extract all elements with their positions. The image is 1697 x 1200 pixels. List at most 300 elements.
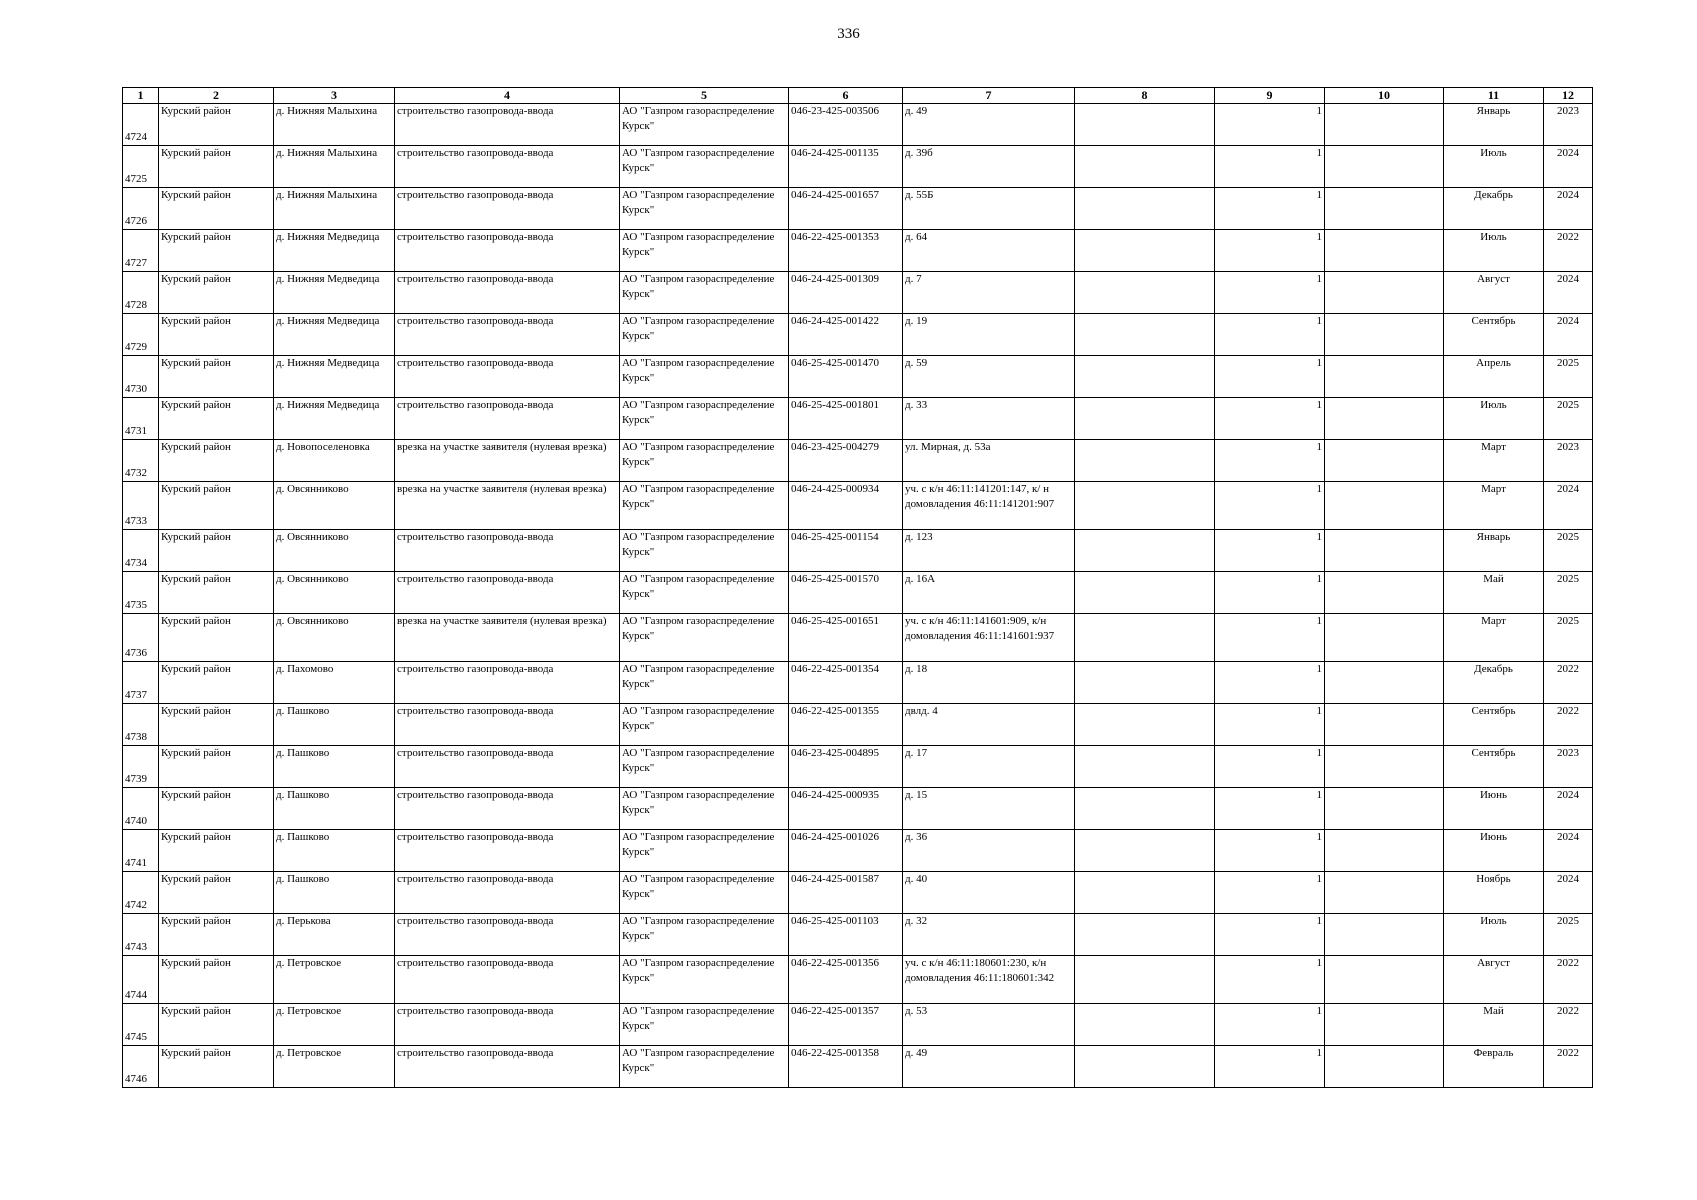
locality-cell: д. Овсянниково bbox=[274, 614, 395, 662]
work-type-cell: строительство газопровода-ввода bbox=[395, 1046, 620, 1088]
locality-cell: д. Овсянниково bbox=[274, 530, 395, 572]
quantity-cell: 1 bbox=[1215, 230, 1325, 272]
column-10-cell bbox=[1325, 314, 1444, 356]
work-type-cell: строительство газопровода-ввода bbox=[395, 314, 620, 356]
table-row bbox=[123, 188, 1593, 230]
column-8-cell bbox=[1075, 188, 1215, 230]
district-cell: Курский район bbox=[159, 146, 274, 188]
row-number: 4738 bbox=[123, 704, 159, 746]
quantity-cell: 1 bbox=[1215, 146, 1325, 188]
year-cell: 2024 bbox=[1544, 788, 1593, 830]
year-cell: 2022 bbox=[1544, 662, 1593, 704]
year-cell: 2023 bbox=[1544, 440, 1593, 482]
work-type-cell: строительство газопровода-ввода bbox=[395, 746, 620, 788]
month-cell: Декабрь bbox=[1444, 662, 1544, 704]
locality-cell: д. Петровское bbox=[274, 956, 395, 1004]
locality-cell: д. Овсянниково bbox=[274, 482, 395, 530]
address-cell: д. 39б bbox=[903, 146, 1075, 188]
column-8-cell bbox=[1075, 614, 1215, 662]
organization-cell: АО "Газпром газораспределение Курск" bbox=[620, 530, 789, 572]
address-cell: д. 19 bbox=[903, 314, 1075, 356]
organization-cell: АО "Газпром газораспределение Курск" bbox=[620, 188, 789, 230]
year-cell: 2025 bbox=[1544, 530, 1593, 572]
quantity-cell: 1 bbox=[1215, 1004, 1325, 1046]
column-8-cell bbox=[1075, 440, 1215, 482]
district-cell: Курский район bbox=[159, 1046, 274, 1088]
work-type-cell: строительство газопровода-ввода bbox=[395, 104, 620, 146]
application-code-cell: 046-24-425-001135 bbox=[789, 146, 903, 188]
quantity-cell: 1 bbox=[1215, 530, 1325, 572]
table-row bbox=[123, 1004, 1593, 1046]
work-type-cell: строительство газопровода-ввода bbox=[395, 530, 620, 572]
column-10-cell bbox=[1325, 572, 1444, 614]
column-8-cell bbox=[1075, 788, 1215, 830]
column-10-cell bbox=[1325, 440, 1444, 482]
month-cell: Июль bbox=[1444, 230, 1544, 272]
organization-cell: АО "Газпром газораспределение Курск" bbox=[620, 440, 789, 482]
column-8-cell bbox=[1075, 746, 1215, 788]
column-10-cell bbox=[1325, 146, 1444, 188]
table-row bbox=[123, 440, 1593, 482]
quantity-cell: 1 bbox=[1215, 104, 1325, 146]
column-8-cell bbox=[1075, 914, 1215, 956]
application-code-cell: 046-24-425-000935 bbox=[789, 788, 903, 830]
column-header: 8 bbox=[1075, 88, 1215, 104]
application-code-cell: 046-25-425-001103 bbox=[789, 914, 903, 956]
work-type-cell: строительство газопровода-ввода bbox=[395, 914, 620, 956]
work-type-cell: строительство газопровода-ввода bbox=[395, 398, 620, 440]
column-10-cell bbox=[1325, 1046, 1444, 1088]
month-cell: Июль bbox=[1444, 914, 1544, 956]
address-cell: уч. с к/н 46:11:180601:230, к/н домовладения 46:11:180601:342 bbox=[903, 956, 1075, 1004]
year-cell: 2024 bbox=[1544, 872, 1593, 914]
locality-cell: д. Пахомово bbox=[274, 662, 395, 704]
work-type-cell: строительство газопровода-ввода bbox=[395, 146, 620, 188]
district-cell: Курский район bbox=[159, 614, 274, 662]
column-10-cell bbox=[1325, 104, 1444, 146]
year-cell: 2022 bbox=[1544, 704, 1593, 746]
year-cell: 2023 bbox=[1544, 746, 1593, 788]
column-8-cell bbox=[1075, 482, 1215, 530]
locality-cell: д. Петровское bbox=[274, 1046, 395, 1088]
row-number: 4735 bbox=[123, 572, 159, 614]
table-row bbox=[123, 230, 1593, 272]
row-number: 4733 bbox=[123, 482, 159, 530]
application-code-cell: 046-24-425-001657 bbox=[789, 188, 903, 230]
column-8-cell bbox=[1075, 662, 1215, 704]
quantity-cell: 1 bbox=[1215, 872, 1325, 914]
column-8-cell bbox=[1075, 146, 1215, 188]
address-cell: уч. с к/н 46:11:141601:909, к/н домовладения 46:11:141601:937 bbox=[903, 614, 1075, 662]
year-cell: 2022 bbox=[1544, 1046, 1593, 1088]
work-type-cell: строительство газопровода-ввода bbox=[395, 272, 620, 314]
quantity-cell: 1 bbox=[1215, 188, 1325, 230]
year-cell: 2025 bbox=[1544, 356, 1593, 398]
work-type-cell: строительство газопровода-ввода bbox=[395, 662, 620, 704]
row-number: 4737 bbox=[123, 662, 159, 704]
column-10-cell bbox=[1325, 398, 1444, 440]
work-type-cell: врезка на участке заявителя (нулевая врезка) bbox=[395, 482, 620, 530]
organization-cell: АО "Газпром газораспределение Курск" bbox=[620, 662, 789, 704]
table-row bbox=[123, 482, 1593, 530]
column-header: 3 bbox=[274, 88, 395, 104]
quantity-cell: 1 bbox=[1215, 914, 1325, 956]
district-cell: Курский район bbox=[159, 530, 274, 572]
column-8-cell bbox=[1075, 1004, 1215, 1046]
row-number: 4745 bbox=[123, 1004, 159, 1046]
column-header: 2 bbox=[159, 88, 274, 104]
quantity-cell: 1 bbox=[1215, 614, 1325, 662]
column-10-cell bbox=[1325, 230, 1444, 272]
work-type-cell: строительство газопровода-ввода bbox=[395, 830, 620, 872]
table-row bbox=[123, 662, 1593, 704]
address-cell: д. 18 bbox=[903, 662, 1075, 704]
locality-cell: д. Пашково bbox=[274, 872, 395, 914]
locality-cell: д. Пашково bbox=[274, 788, 395, 830]
column-10-cell bbox=[1325, 662, 1444, 704]
year-cell: 2025 bbox=[1544, 614, 1593, 662]
row-number: 4740 bbox=[123, 788, 159, 830]
locality-cell: д. Нижняя Медведица bbox=[274, 230, 395, 272]
table-row bbox=[123, 272, 1593, 314]
table-row bbox=[123, 788, 1593, 830]
quantity-cell: 1 bbox=[1215, 788, 1325, 830]
column-10-cell bbox=[1325, 530, 1444, 572]
application-code-cell: 046-23-425-004895 bbox=[789, 746, 903, 788]
work-type-cell: строительство газопровода-ввода bbox=[395, 356, 620, 398]
column-8-cell bbox=[1075, 356, 1215, 398]
quantity-cell: 1 bbox=[1215, 662, 1325, 704]
locality-cell: д. Новопоселеновка bbox=[274, 440, 395, 482]
application-code-cell: 046-22-425-001358 bbox=[789, 1046, 903, 1088]
application-code-cell: 046-22-425-001355 bbox=[789, 704, 903, 746]
row-number: 4739 bbox=[123, 746, 159, 788]
month-cell: Август bbox=[1444, 956, 1544, 1004]
month-cell: Сентябрь bbox=[1444, 704, 1544, 746]
column-header: 10 bbox=[1325, 88, 1444, 104]
month-cell: Март bbox=[1444, 482, 1544, 530]
application-code-cell: 046-22-425-001353 bbox=[789, 230, 903, 272]
address-cell: двлд. 4 bbox=[903, 704, 1075, 746]
work-type-cell: строительство газопровода-ввода bbox=[395, 230, 620, 272]
column-8-cell bbox=[1075, 1046, 1215, 1088]
column-header: 7 bbox=[903, 88, 1075, 104]
quantity-cell: 1 bbox=[1215, 356, 1325, 398]
locality-cell: д. Нижняя Медведица bbox=[274, 272, 395, 314]
work-type-cell: строительство газопровода-ввода bbox=[395, 872, 620, 914]
year-cell: 2024 bbox=[1544, 482, 1593, 530]
organization-cell: АО "Газпром газораспределение Курск" bbox=[620, 1004, 789, 1046]
address-cell: д. 123 bbox=[903, 530, 1075, 572]
application-code-cell: 046-25-425-001470 bbox=[789, 356, 903, 398]
row-number: 4729 bbox=[123, 314, 159, 356]
organization-cell: АО "Газпром газораспределение Курск" bbox=[620, 398, 789, 440]
organization-cell: АО "Газпром газораспределение Курск" bbox=[620, 230, 789, 272]
application-code-cell: 046-25-425-001801 bbox=[789, 398, 903, 440]
year-cell: 2025 bbox=[1544, 914, 1593, 956]
application-code-cell: 046-25-425-001570 bbox=[789, 572, 903, 614]
column-8-cell bbox=[1075, 398, 1215, 440]
quantity-cell: 1 bbox=[1215, 482, 1325, 530]
application-code-cell: 046-23-425-003506 bbox=[789, 104, 903, 146]
quantity-cell: 1 bbox=[1215, 830, 1325, 872]
district-cell: Курский район bbox=[159, 398, 274, 440]
month-cell: Сентябрь bbox=[1444, 746, 1544, 788]
row-number: 4727 bbox=[123, 230, 159, 272]
column-header: 9 bbox=[1215, 88, 1325, 104]
year-cell: 2022 bbox=[1544, 230, 1593, 272]
month-cell: Апрель bbox=[1444, 356, 1544, 398]
month-cell: Май bbox=[1444, 572, 1544, 614]
address-cell: д. 36 bbox=[903, 830, 1075, 872]
district-cell: Курский район bbox=[159, 872, 274, 914]
work-type-cell: врезка на участке заявителя (нулевая врезка) bbox=[395, 440, 620, 482]
month-cell: Январь bbox=[1444, 104, 1544, 146]
month-cell: Ноябрь bbox=[1444, 872, 1544, 914]
row-number: 4730 bbox=[123, 356, 159, 398]
application-code-cell: 046-25-425-001154 bbox=[789, 530, 903, 572]
organization-cell: АО "Газпром газораспределение Курск" bbox=[620, 956, 789, 1004]
row-number: 4726 bbox=[123, 188, 159, 230]
locality-cell: д. Нижняя Малыхина bbox=[274, 188, 395, 230]
district-cell: Курский район bbox=[159, 1004, 274, 1046]
column-10-cell bbox=[1325, 788, 1444, 830]
column-8-cell bbox=[1075, 314, 1215, 356]
column-8-cell bbox=[1075, 230, 1215, 272]
month-cell: Март bbox=[1444, 614, 1544, 662]
quantity-cell: 1 bbox=[1215, 1046, 1325, 1088]
locality-cell: д. Овсянниково bbox=[274, 572, 395, 614]
column-8-cell bbox=[1075, 272, 1215, 314]
address-cell: д. 7 bbox=[903, 272, 1075, 314]
address-cell: д. 55Б bbox=[903, 188, 1075, 230]
column-8-cell bbox=[1075, 530, 1215, 572]
year-cell: 2025 bbox=[1544, 398, 1593, 440]
table-row bbox=[123, 146, 1593, 188]
quantity-cell: 1 bbox=[1215, 704, 1325, 746]
address-cell: д. 64 bbox=[903, 230, 1075, 272]
column-8-cell bbox=[1075, 572, 1215, 614]
work-type-cell: строительство газопровода-ввода bbox=[395, 572, 620, 614]
work-type-cell: строительство газопровода-ввода bbox=[395, 788, 620, 830]
locality-cell: д. Пашково bbox=[274, 830, 395, 872]
year-cell: 2025 bbox=[1544, 572, 1593, 614]
work-type-cell: строительство газопровода-ввода bbox=[395, 1004, 620, 1046]
work-type-cell: строительство газопровода-ввода bbox=[395, 956, 620, 1004]
district-cell: Курский район bbox=[159, 914, 274, 956]
district-cell: Курский район bbox=[159, 272, 274, 314]
table-row bbox=[123, 704, 1593, 746]
column-header: 1 bbox=[123, 88, 159, 104]
column-10-cell bbox=[1325, 356, 1444, 398]
address-cell: ул. Мирная, д. 53а bbox=[903, 440, 1075, 482]
year-cell: 2024 bbox=[1544, 146, 1593, 188]
column-10-cell bbox=[1325, 956, 1444, 1004]
month-cell: Июль bbox=[1444, 398, 1544, 440]
month-cell: Июнь bbox=[1444, 788, 1544, 830]
year-cell: 2024 bbox=[1544, 830, 1593, 872]
application-code-cell: 046-24-425-001026 bbox=[789, 830, 903, 872]
application-code-cell: 046-22-425-001356 bbox=[789, 956, 903, 1004]
locality-cell: д. Перькова bbox=[274, 914, 395, 956]
organization-cell: АО "Газпром газораспределение Курск" bbox=[620, 572, 789, 614]
month-cell: Январь bbox=[1444, 530, 1544, 572]
table-row bbox=[123, 398, 1593, 440]
year-cell: 2024 bbox=[1544, 272, 1593, 314]
work-type-cell: строительство газопровода-ввода bbox=[395, 704, 620, 746]
quantity-cell: 1 bbox=[1215, 272, 1325, 314]
address-cell: д. 40 bbox=[903, 872, 1075, 914]
address-cell: д. 17 bbox=[903, 746, 1075, 788]
table-row bbox=[123, 314, 1593, 356]
page-number: 336 bbox=[837, 26, 860, 42]
organization-cell: АО "Газпром газораспределение Курск" bbox=[620, 146, 789, 188]
table-row bbox=[123, 830, 1593, 872]
organization-cell: АО "Газпром газораспределение Курск" bbox=[620, 830, 789, 872]
column-10-cell bbox=[1325, 914, 1444, 956]
column-10-cell bbox=[1325, 746, 1444, 788]
district-cell: Курский район bbox=[159, 956, 274, 1004]
locality-cell: д. Нижняя Малыхина bbox=[274, 104, 395, 146]
column-10-cell bbox=[1325, 704, 1444, 746]
column-header: 4 bbox=[395, 88, 620, 104]
district-cell: Курский район bbox=[159, 104, 274, 146]
organization-cell: АО "Газпром газораспределение Курск" bbox=[620, 704, 789, 746]
year-cell: 2022 bbox=[1544, 956, 1593, 1004]
district-cell: Курский район bbox=[159, 356, 274, 398]
column-10-cell bbox=[1325, 614, 1444, 662]
column-header: 11 bbox=[1444, 88, 1544, 104]
address-cell: д. 33 bbox=[903, 398, 1075, 440]
district-cell: Курский район bbox=[159, 188, 274, 230]
organization-cell: АО "Газпром газораспределение Курск" bbox=[620, 614, 789, 662]
row-number: 4731 bbox=[123, 398, 159, 440]
table-row bbox=[123, 614, 1593, 662]
table-row bbox=[123, 746, 1593, 788]
month-cell: Май bbox=[1444, 1004, 1544, 1046]
district-cell: Курский район bbox=[159, 440, 274, 482]
organization-cell: АО "Газпром газораспределение Курск" bbox=[620, 272, 789, 314]
address-cell: д. 15 bbox=[903, 788, 1075, 830]
row-number: 4732 bbox=[123, 440, 159, 482]
year-cell: 2024 bbox=[1544, 188, 1593, 230]
column-10-cell bbox=[1325, 830, 1444, 872]
district-cell: Курский район bbox=[159, 314, 274, 356]
row-number: 4743 bbox=[123, 914, 159, 956]
column-10-cell bbox=[1325, 1004, 1444, 1046]
column-8-cell bbox=[1075, 830, 1215, 872]
application-code-cell: 046-22-425-001354 bbox=[789, 662, 903, 704]
district-cell: Курский район bbox=[159, 572, 274, 614]
quantity-cell: 1 bbox=[1215, 398, 1325, 440]
address-cell: д. 16А bbox=[903, 572, 1075, 614]
row-number: 4746 bbox=[123, 1046, 159, 1088]
quantity-cell: 1 bbox=[1215, 314, 1325, 356]
district-cell: Курский район bbox=[159, 788, 274, 830]
application-code-cell: 046-24-425-001309 bbox=[789, 272, 903, 314]
month-cell: Июль bbox=[1444, 146, 1544, 188]
organization-cell: АО "Газпром газораспределение Курск" bbox=[620, 1046, 789, 1088]
district-cell: Курский район bbox=[159, 746, 274, 788]
locality-cell: д. Пашково bbox=[274, 704, 395, 746]
row-number: 4734 bbox=[123, 530, 159, 572]
table-row bbox=[123, 872, 1593, 914]
work-type-cell: врезка на участке заявителя (нулевая врезка) bbox=[395, 614, 620, 662]
table-row bbox=[123, 356, 1593, 398]
locality-cell: д. Нижняя Медведица bbox=[274, 314, 395, 356]
row-number: 4724 bbox=[123, 104, 159, 146]
locality-cell: д. Нижняя Медведица bbox=[274, 398, 395, 440]
organization-cell: АО "Газпром газораспределение Курск" bbox=[620, 314, 789, 356]
column-10-cell bbox=[1325, 188, 1444, 230]
organization-cell: АО "Газпром газораспределение Курск" bbox=[620, 788, 789, 830]
locality-cell: д. Петровское bbox=[274, 1004, 395, 1046]
year-cell: 2022 bbox=[1544, 1004, 1593, 1046]
organization-cell: АО "Газпром газораспределение Курск" bbox=[620, 104, 789, 146]
header-row bbox=[123, 88, 1593, 104]
table-row bbox=[123, 956, 1593, 1004]
column-8-cell bbox=[1075, 704, 1215, 746]
organization-cell: АО "Газпром газораспределение Курск" bbox=[620, 482, 789, 530]
month-cell: Декабрь bbox=[1444, 188, 1544, 230]
column-10-cell bbox=[1325, 482, 1444, 530]
work-type-cell: строительство газопровода-ввода bbox=[395, 188, 620, 230]
quantity-cell: 1 bbox=[1215, 746, 1325, 788]
table-row bbox=[123, 530, 1593, 572]
address-cell: уч. с к/н 46:11:141201:147, к/ н домовладения 46:11:141201:907 bbox=[903, 482, 1075, 530]
locality-cell: д. Пашково bbox=[274, 746, 395, 788]
organization-cell: АО "Газпром газораспределение Курск" bbox=[620, 356, 789, 398]
column-header: 6 bbox=[789, 88, 903, 104]
table-row bbox=[123, 572, 1593, 614]
quantity-cell: 1 bbox=[1215, 440, 1325, 482]
organization-cell: АО "Газпром газораспределение Курск" bbox=[620, 872, 789, 914]
address-cell: д. 59 bbox=[903, 356, 1075, 398]
column-8-cell bbox=[1075, 104, 1215, 146]
locality-cell: д. Нижняя Медведица bbox=[274, 356, 395, 398]
application-code-cell: 046-24-425-000934 bbox=[789, 482, 903, 530]
district-cell: Курский район bbox=[159, 704, 274, 746]
application-code-cell: 046-24-425-001422 bbox=[789, 314, 903, 356]
column-header: 12 bbox=[1544, 88, 1593, 104]
month-cell: Февраль bbox=[1444, 1046, 1544, 1088]
row-number: 4728 bbox=[123, 272, 159, 314]
data-table bbox=[122, 87, 1593, 1088]
column-header: 5 bbox=[620, 88, 789, 104]
district-cell: Курский район bbox=[159, 662, 274, 704]
quantity-cell: 1 bbox=[1215, 956, 1325, 1004]
month-cell: Август bbox=[1444, 272, 1544, 314]
column-10-cell bbox=[1325, 872, 1444, 914]
district-cell: Курский район bbox=[159, 830, 274, 872]
locality-cell: д. Нижняя Малыхина bbox=[274, 146, 395, 188]
row-number: 4736 bbox=[123, 614, 159, 662]
organization-cell: АО "Газпром газораспределение Курск" bbox=[620, 746, 789, 788]
address-cell: д. 53 bbox=[903, 1004, 1075, 1046]
month-cell: Март bbox=[1444, 440, 1544, 482]
year-cell: 2024 bbox=[1544, 314, 1593, 356]
column-8-cell bbox=[1075, 872, 1215, 914]
row-number: 4744 bbox=[123, 956, 159, 1004]
district-cell: Курский район bbox=[159, 230, 274, 272]
row-number: 4742 bbox=[123, 872, 159, 914]
district-cell: Курский район bbox=[159, 482, 274, 530]
application-code-cell: 046-24-425-001587 bbox=[789, 872, 903, 914]
year-cell: 2023 bbox=[1544, 104, 1593, 146]
month-cell: Сентябрь bbox=[1444, 314, 1544, 356]
column-8-cell bbox=[1075, 956, 1215, 1004]
organization-cell: АО "Газпром газораспределение Курск" bbox=[620, 914, 789, 956]
